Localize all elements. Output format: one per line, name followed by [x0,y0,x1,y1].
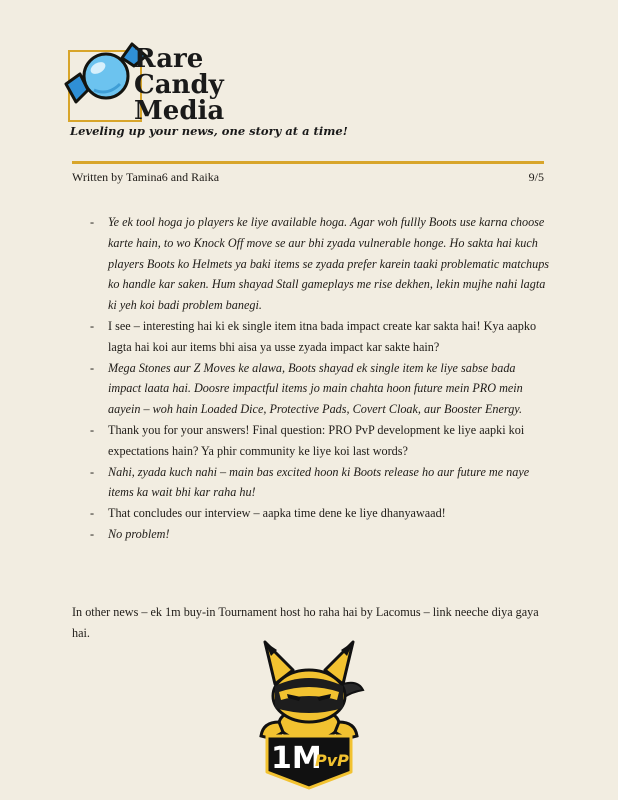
interview-question: - Thank you for your answers! Final question: PRO PvP development ke liye aapki koi expectations hain? Ya phir community ke liye koi last words? [88,420,550,462]
brand-line-media: Media [134,96,225,126]
byline-authors: Written by Tamina6 and Raika [72,170,220,184]
brand-line-candy: Candy [134,70,224,100]
interview-question: - That concludes our interview – aapka time dene ke liye dhanyawaad! [88,503,550,524]
tagline: Leveling up your news, one story at a time! [70,124,348,138]
interview-list [88,212,550,545]
byline [72,170,544,185]
page-number: 9/5 [528,170,544,184]
other-news-paragraph: In other news – ek 1m buy-in Tournament host ho raha hai by Lacomus – link neeche diya gaya hai. [72,605,539,640]
interview-answer: - No problem! [88,524,550,545]
interview-answer: - Nahi, zyada kuch nahi – main bas excited hoon ki Boots release ho aur future me naye items ka wait bhi kar raha hu! [88,462,550,504]
1m-pvp-mascot-logo [253,640,365,790]
brand-name [134,46,224,124]
brand-line-rare: Rare [134,44,204,74]
header-divider [72,161,544,164]
interview-question: - I see – interesting hai ki ek single item itna bada impact create kar sakta hai! Kya aapko lagta hai koi aur items bhi aisa ya usse zyada impact kar sakte hain? [88,316,550,358]
interview-answer: - Mega Stones aur Z Moves ke alawa, Boots shayad ek single item ke liye sabse bada impact laata hai. Doosre impactful items jo main chahta hoon future mein PRO mein aayein – woh hain Loaded Dice, Protective Pads, Covert Cloak, aur Booster Energy. [88,358,550,420]
mascot-title: 1M [271,741,322,776]
mascot-subtitle: PvP [315,751,349,770]
interview-answer: - Ye ek tool hoga jo players ke liye available hoga. Agar woh fullly Boots use karna choose karte hain, to wo Knock Off move se aur bhi zyada vulnerable honge. Ho sakta hai kuch players Boots ko Helmets ya baki items se zyada prefer karein taaki problematic matchups ko handle kar saken. Hum shayad Stall gameplays me rise dekhen, lekin mujhe nahi lagta ki yeh koi badi problem banegi. [88,212,550,316]
